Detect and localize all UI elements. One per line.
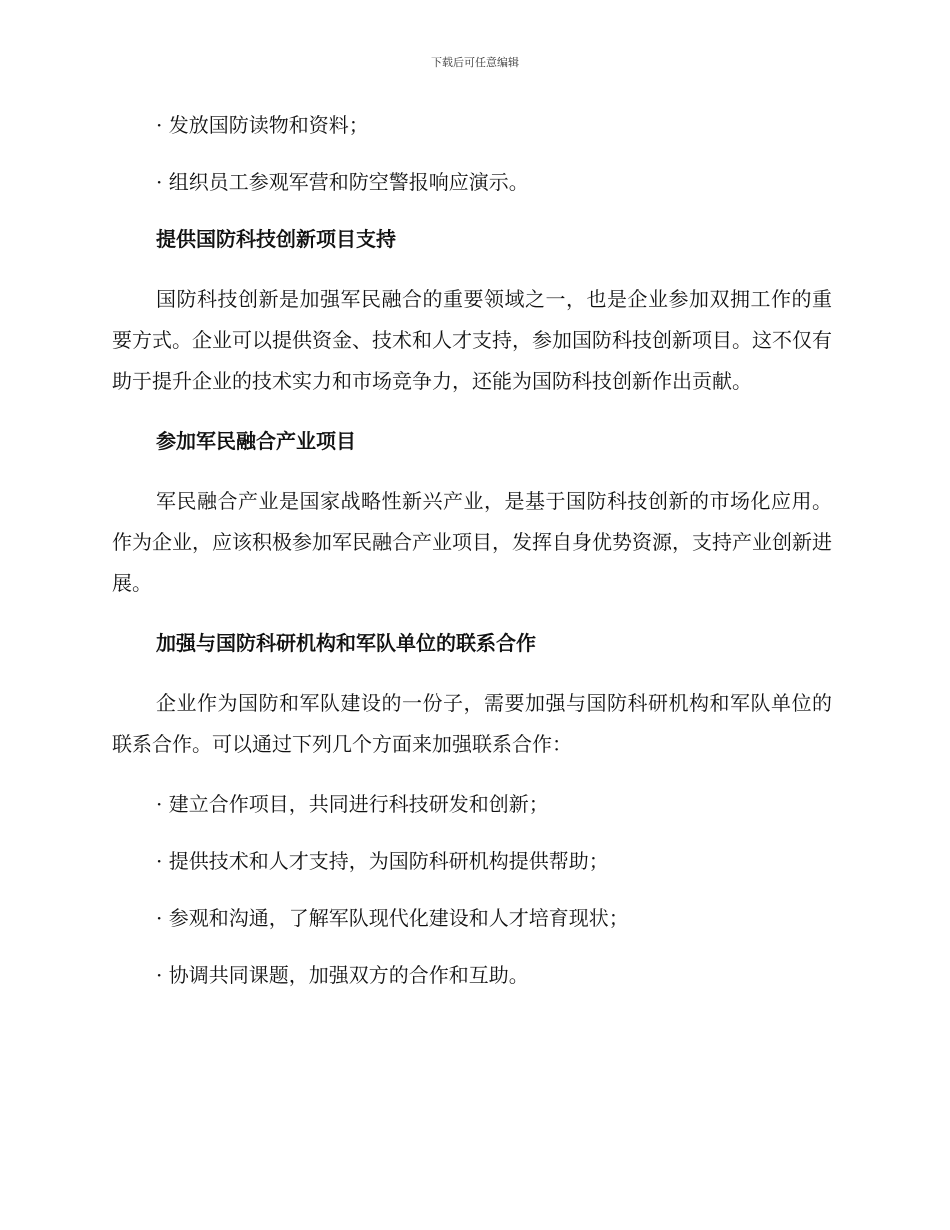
paragraph: 国防科技创新是加强军民融合的重要领域之一，也是企业参加双拥工作的重要方式。企业可以提供资金、技术和人才支持，参加国防科技创新项目。这不仅有助于提升企业的技术实力和市场竞争力，还能为国防科技创新作出贡献。 [112, 287, 832, 393]
section-heading: 参加军民融合产业项目 [156, 429, 356, 453]
header-note: 下载后可任意编辑 [431, 56, 519, 69]
bullet-item: · 组织员工参观军营和防空警报响应演示。 [156, 170, 529, 194]
section-heading: 加强与国防科研机构和军队单位的联系合作 [156, 631, 536, 655]
paragraph: 军民融合产业是国家战略性新兴产业，是基于国防科技创新的市场化应用。作为企业，应该积极参加军民融合产业项目，发挥自身优势资源，支持产业创新进展。 [112, 489, 832, 595]
bullet-item: · 协调共同课题，加强双方的合作和互助。 [156, 963, 529, 987]
bullet-item: · 发放国防读物和资料； [156, 113, 369, 137]
bullet-item: · 参观和沟通，了解军队现代化建设和人才培育现状； [156, 906, 629, 930]
document-body [112, 110, 832, 1017]
bullet-item: · 提供技术和人才支持，为国防科研机构提供帮助； [156, 849, 609, 873]
section-heading: 提供国防科技创新项目支持 [156, 227, 396, 251]
paragraph: 企业作为国防和军队建设的一份子，需要加强与国防科研机构和军队单位的联系合作。可以通过下列几个方面来加强联系合作： [112, 691, 832, 756]
bullet-item: · 建立合作项目，共同进行科技研发和创新； [156, 792, 549, 816]
